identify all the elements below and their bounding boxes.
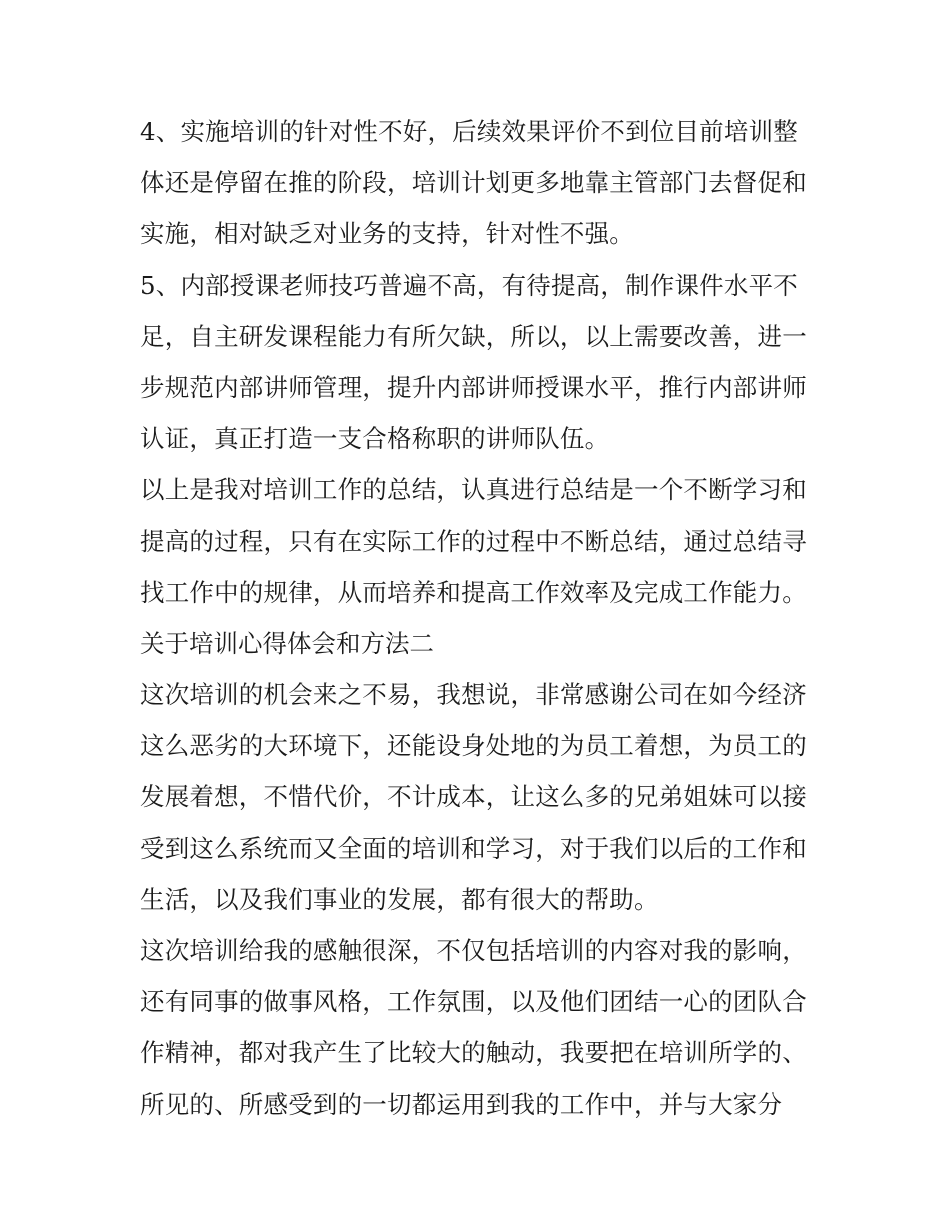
- text-line: 以上是我对培训工作的总结，认真进行总结是一个不断学习和: [140, 475, 807, 505]
- text-line: 发展着想，不惜代价，不计成本，让这么多的兄弟姐妹可以接: [140, 782, 807, 812]
- document-body: [140, 106, 820, 1130]
- text-line: 这次培训的机会来之不易，我想说，非常感谢公司在如今经济: [140, 680, 807, 710]
- text-line: 找工作中的规律，从而培养和提高工作效率及完成工作能力。: [140, 577, 807, 607]
- text-line: 实施，相对缺乏对业务的支持，针对性不强。: [140, 219, 634, 249]
- text-line: 提高的过程，只有在实际工作的过程中不断总结，通过总结寻: [140, 526, 807, 556]
- text-line: 所见的、所感受到的一切都运用到我的工作中，并与大家分: [140, 1089, 783, 1119]
- text-line: 还有同事的做事风格，工作氛围，以及他们团结一心的团队合: [140, 987, 807, 1017]
- text-line: 5、内部授课老师技巧普遍不高，有待提高，制作课件水平不: [140, 270, 798, 300]
- text-line: 这次培训给我的感触很深，不仅包括培训的内容对我的影响，: [140, 936, 807, 965]
- text-line: 认证，真正打造一支合格称职的讲师队伍。: [140, 424, 610, 454]
- text-line: 作精神，都对我产生了比较大的触动，我要把在培训所学的、: [140, 1038, 807, 1068]
- text-line: 足，自主研发课程能力有所欠缺，所以，以上需要改善，进一: [140, 321, 807, 351]
- section-heading: 关于培训心得体会和方法二: [140, 628, 434, 658]
- text-line: 受到这么系统而又全面的培训和学习，对于我们以后的工作和: [140, 833, 807, 863]
- text-line: 这么恶劣的大环境下，还能设身处地的为员工着想，为员工的: [140, 731, 807, 761]
- text-line: 4、实施培训的针对性不好，后续效果评价不到位目前培训整: [140, 117, 798, 146]
- text-line: 体还是停留在推的阶段，培训计划更多地靠主管部门去督促和: [140, 168, 807, 198]
- text-line: 步规范内部讲师管理，提升内部讲师授课水平，推行内部讲师: [140, 372, 807, 402]
- text-line: 生活，以及我们事业的发展，都有很大的帮助。: [140, 884, 659, 914]
